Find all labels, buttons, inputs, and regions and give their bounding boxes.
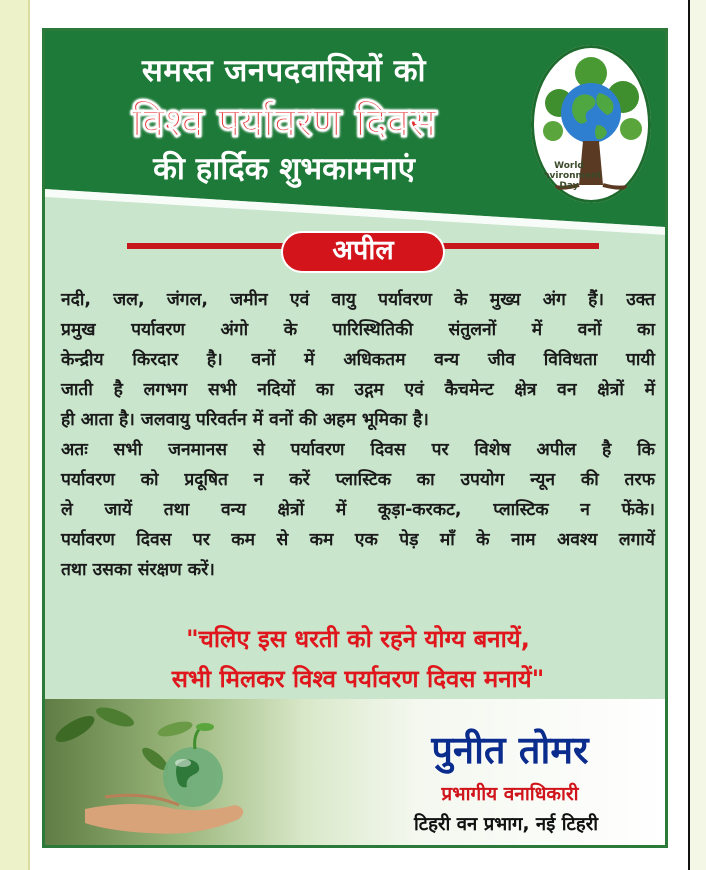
officer-designation: प्रभागीय वनाधिकारी (441, 783, 579, 805)
header-line-2: विश्व पर्यावरण दिवस (131, 100, 437, 146)
hands-holding-globe-icon (45, 699, 345, 848)
body-line: नदी, जल, जंगल, जमीन एवं वायु पर्यावरण के मुख्य अंग हैं। उक्त (61, 290, 655, 310)
body-line: केन्द्रीय किरदार है। वनों में अधिकतम वन्य जीव विविधता पायी (61, 350, 655, 370)
body-line: तथा उसका संरक्षण करें। (61, 560, 215, 580)
left-margin-line (28, 0, 30, 870)
body-line: प्रमुख पर्यावरण अंगो के पारिस्थितिकी संतुलनों में वनों का (61, 320, 655, 340)
body-line: ले जायें तथा वन्य क्षेत्रों में कूड़ा-करकट, प्लास्टिक न फेंके। (61, 500, 655, 520)
world-environment-day-emblem (531, 45, 651, 203)
emblem-caption-line-1: World (554, 161, 584, 171)
appeal-title: अपील (332, 235, 394, 266)
header-line-1: समस्त जनपदवासियों को (141, 53, 427, 89)
appeal-body (61, 285, 655, 585)
environment-day-poster (42, 28, 668, 848)
officer-name: पुनीत तोमर (431, 728, 589, 772)
left-margin-strip (0, 0, 28, 870)
body-line: ही आता है। जलवायु परिवर्तन में वनों की अहम भूमिका है। (61, 410, 429, 430)
header-line-3: की हार्दिक शुभकामनाएं (153, 151, 415, 187)
body-line: अतः सभी जनमानस से पर्यावरण दिवस पर विशेष अपील है कि (61, 440, 655, 460)
office-name: टिहरी वन प्रभाग, नई टिहरी (413, 814, 599, 835)
slogan-quote (61, 619, 655, 699)
body-line: जाती है लगभग सभी नदियों का उद्गम एवं कैचमेन्ट क्षेत्र वन क्षेत्रों में (61, 380, 655, 400)
emblem-caption-line-2: Environment (537, 171, 602, 181)
emblem-caption (537, 161, 601, 191)
emblem-caption-line-3: Day (559, 181, 579, 191)
slogan-line-1: "चलिए इस धरती को रहने योग्य बनायें, (186, 625, 530, 653)
right-margin-strip (690, 0, 706, 870)
body-line: पर्यावरण दिवस पर कम से कम एक पेड़ माँ के नाम अवश्य लगायें (61, 530, 655, 550)
appeal-divider-left (127, 243, 289, 249)
body-line: पर्यावरण को प्रदूषित न करें प्लास्टिक का उपयोग न्यून की तरफ (61, 470, 655, 490)
appeal-divider-right (437, 243, 599, 249)
slogan-line-2: सभी मिलकर विश्व पर्यावरण दिवस मनायें" (171, 665, 545, 693)
